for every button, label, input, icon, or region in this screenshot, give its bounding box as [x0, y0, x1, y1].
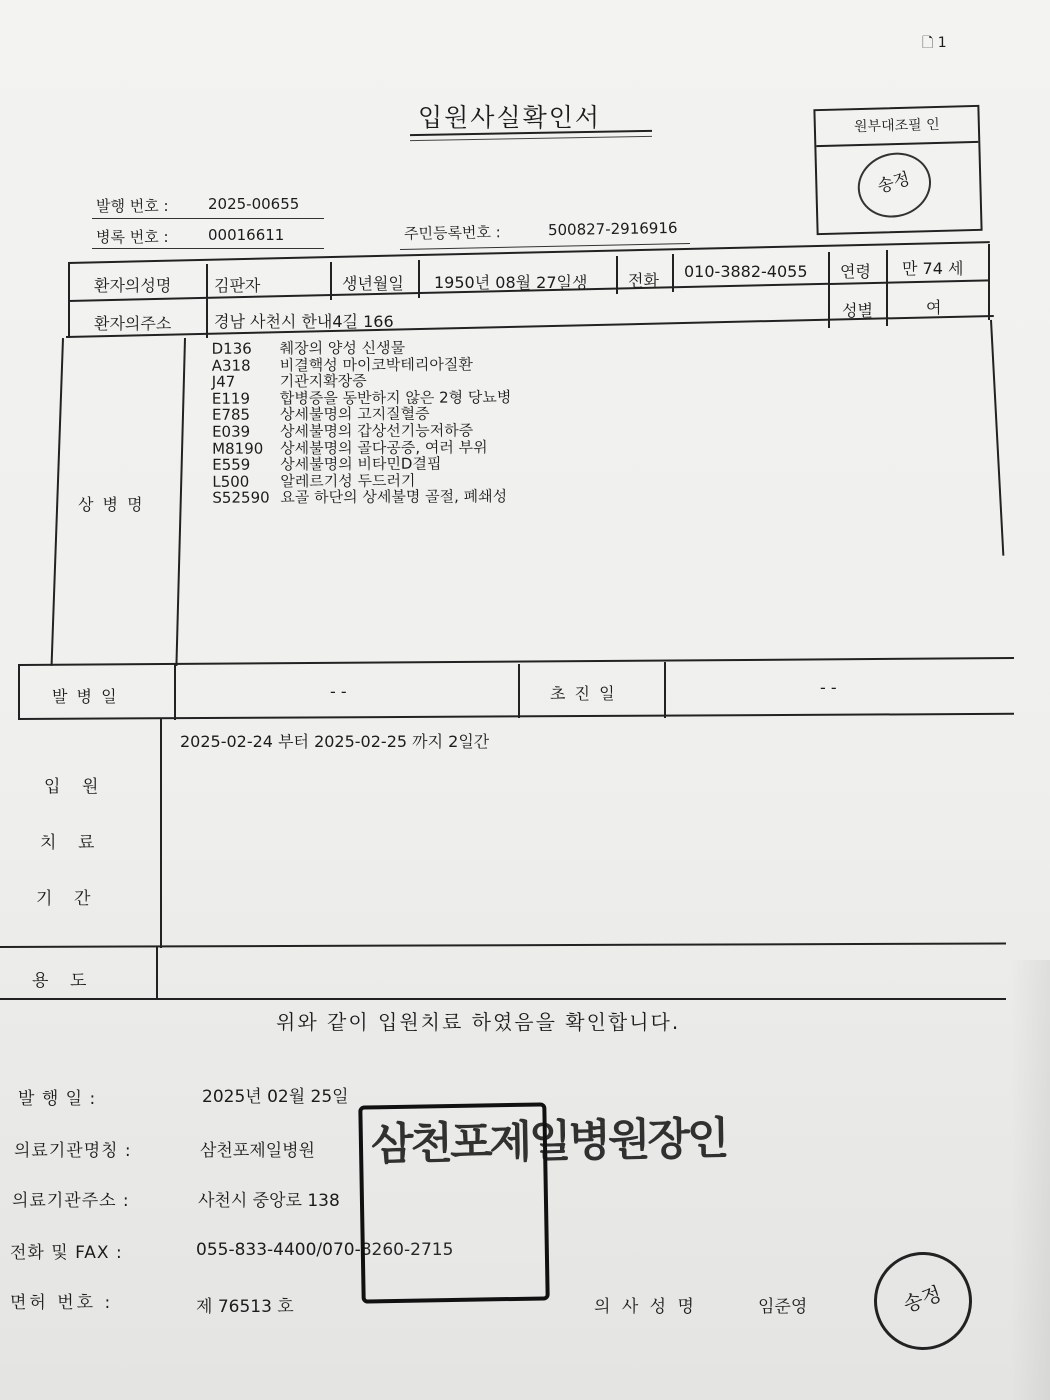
document-title: 입원사실확인서 [418, 103, 602, 132]
doctor-label: 의 사 성 명 [594, 1297, 697, 1317]
diagnosis-name: 상세불명의 골다공증, 여러 부위 [280, 437, 488, 457]
age-label: 연령 [840, 262, 871, 281]
diagnosis-code: E039 [211, 422, 251, 441]
issue-date: 2025년 02월 25일 [202, 1087, 349, 1107]
address: 경남 사천시 한내4길 166 [214, 312, 394, 331]
approval-label: 원부대조필 인 [815, 107, 978, 147]
patient-name-label: 환자의성명 [94, 276, 172, 295]
record-no-label: 병록 번호 : [96, 228, 169, 246]
page-number-value: 1 [937, 35, 947, 51]
diagnosis-code: S52590 [212, 488, 270, 508]
diagnosis-code: E785 [211, 405, 251, 425]
phone: 010-3882-4055 [684, 262, 808, 281]
page-icon: 🗋 [922, 35, 934, 51]
hospital-seal [358, 1102, 727, 1303]
record-no: 00016611 [208, 226, 285, 244]
dob-label: 생년월일 [342, 274, 404, 293]
diagnosis-code: D136 [211, 339, 252, 358]
diagnosis-name: 췌장의 양성 신생물 [279, 338, 406, 358]
resident-no-label: 주민등록번호 : [403, 223, 501, 243]
hospital-phone-label: 전화 및 FAX : [10, 1243, 123, 1263]
diagnosis-name: 알레르기성 두드러기 [280, 471, 416, 491]
diagnosis-code: J47 [211, 372, 236, 391]
diagnosis-row [212, 489, 512, 507]
diagnosis-name: 상세불명의 고지질혈증 [279, 405, 430, 424]
phone-label: 전화 [628, 271, 659, 290]
admission-label-2: 치 료 [40, 833, 95, 853]
diagnosis-code: E119 [211, 389, 251, 408]
approval-seal: 송정 [850, 144, 939, 226]
purpose-label: 용 도 [32, 971, 87, 991]
license-label: 면허 번호 : [10, 1293, 114, 1313]
admission-label-1: 입 원 [44, 777, 99, 797]
onset-label: 발 병 일 [52, 687, 119, 706]
hospital-seal-text: 삼천포제일병원장인 [370, 1113, 727, 1171]
diagnosis-code: M8190 [212, 439, 264, 458]
issue-date-label: 발 행 일 : [18, 1089, 97, 1109]
diagnosis-code: E559 [212, 455, 251, 474]
license-no: 제 76513 호 [196, 1297, 294, 1317]
sex: 여 [926, 298, 942, 317]
doctor-name: 임준영 [758, 1297, 808, 1317]
hospital-address-label: 의료기관주소 : [12, 1191, 130, 1211]
patient-name: 김판자 [214, 276, 261, 295]
doctor-seal: 송정 [860, 1238, 986, 1364]
admission-period: 2025-02-24 부터 2025-02-25 까지 2일간 [180, 732, 490, 751]
diagnosis-name: 상세불명의 비타민D결핍 [280, 454, 442, 474]
diagnosis-code: L500 [212, 472, 250, 491]
diagnosis-name: 요골 하단의 상세불명 골절, 폐쇄성 [280, 487, 508, 507]
diagnosis-name: 비결핵성 마이코박테리아질환 [279, 355, 473, 375]
issue-no: 2025-00655 [208, 195, 300, 213]
address-label: 환자의주소 [94, 314, 172, 333]
diagnosis-name: 합병증을 동반하지 않은 2형 당뇨병 [279, 387, 512, 408]
diagnosis-name: 상세불명의 갑상선기능저하증 [279, 421, 474, 441]
diagnosis-name: 기관지확장증 [279, 372, 367, 391]
hospital-label: 의료기관명칭 : [14, 1141, 132, 1161]
diagnosis-list [212, 339, 512, 507]
diagnosis-code: A318 [211, 356, 251, 375]
hospital-address: 사천시 중앙로 138 [198, 1191, 340, 1211]
age: 만 74 세 [902, 259, 964, 278]
page-shadow [1010, 960, 1050, 1400]
admission-label-3: 기 간 [36, 889, 91, 909]
resident-no: 500827-2916916 [547, 218, 678, 240]
diagnosis-label: 상 병 명 [78, 495, 145, 514]
onset-value: - - [330, 682, 347, 701]
diagnosis-row [212, 455, 512, 473]
sex-label: 성별 [842, 301, 873, 320]
first-visit-label: 초 진 일 [550, 684, 617, 703]
hospital-phone: 055-833-4400/070-8260-2715 [196, 1240, 454, 1260]
first-visit-value: - - [820, 678, 837, 697]
dob: 1950년 08월 27일생 [434, 273, 588, 292]
hospital-name: 삼천포제일병원 [200, 1141, 315, 1161]
confirmation-text: 위와 같이 입원치료 하였음을 확인합니다. [276, 1010, 681, 1034]
issue-no-label: 발행 번호 : [96, 197, 169, 215]
